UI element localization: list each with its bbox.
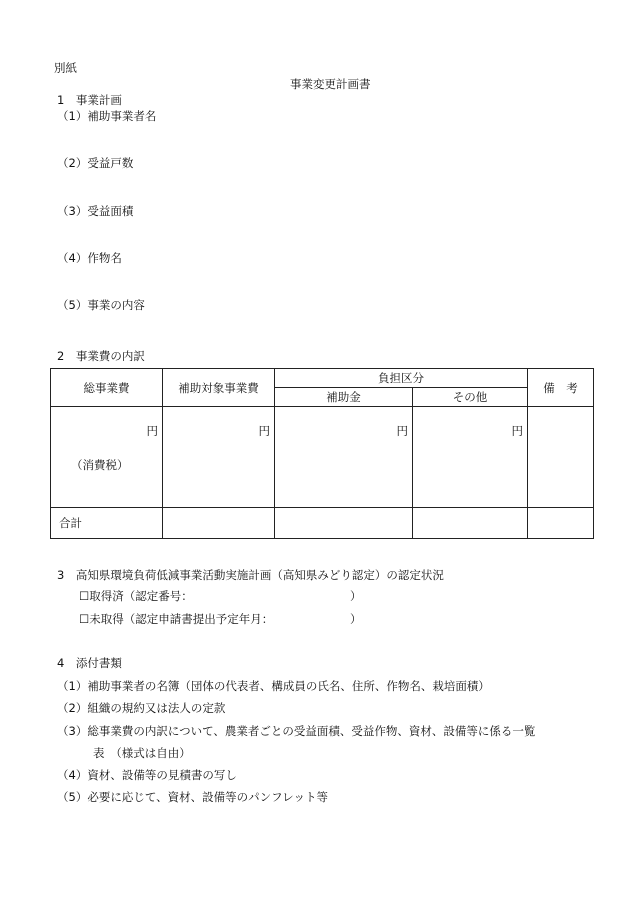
table-row — [51, 407, 594, 508]
total-cell — [163, 508, 275, 539]
yen-unit: 円 — [396, 424, 408, 438]
attachment-item-continuation: 表 （様式は自由） — [93, 746, 191, 760]
header-total-cost: 総事業費 — [51, 369, 163, 407]
section1-item-households: （2）受益戸数 — [57, 156, 134, 170]
yen-unit: 円 — [511, 424, 523, 438]
cell-total-cost — [51, 407, 163, 508]
yen-unit: 円 — [258, 424, 270, 438]
table-header-row — [51, 369, 594, 388]
header-subsidy: 補助金 — [275, 388, 413, 407]
table-total-row — [51, 508, 594, 539]
total-row-label: 合計 — [51, 508, 163, 539]
header-subsidy-target-cost: 補助対象事業費 — [163, 369, 275, 407]
attachment-item: （3）総事業費の内訳について、農業者ごとの受益面積、受益作物、資材、設備等に係る一覧 — [57, 724, 536, 738]
option-not-acquired-close: ） — [350, 612, 362, 626]
attachment-item: （4）資材、設備等の見積書の写し — [57, 768, 237, 782]
section3-heading: 3 高知県環境負荷低減事業活動実施計画（高知県みどり認定）の認定状況 — [57, 568, 444, 582]
option-acquired[interactable]: ☐取得済（認定番号： — [79, 589, 193, 603]
attachment-label: 別紙 — [54, 61, 77, 75]
cell-subsidy — [275, 407, 413, 508]
cell-other — [413, 407, 528, 508]
attachment-item: （2）組織の規約又は法人の定款 — [57, 701, 226, 715]
total-cell — [275, 508, 413, 539]
header-remarks: 備 考 — [528, 369, 594, 407]
section1-item-crop: （4）作物名 — [57, 251, 122, 265]
section1-item-content: （5）事業の内容 — [57, 298, 145, 312]
cell-remarks — [528, 407, 594, 508]
header-other: その他 — [413, 388, 528, 407]
attachment-item: （5）必要に応じて、資材、設備等のパンフレット等 — [57, 790, 329, 804]
section1-heading: 1 事業計画 — [57, 93, 122, 107]
cost-breakdown-table — [50, 368, 594, 539]
total-cell — [413, 508, 528, 539]
section4-heading: 4 添付書類 — [57, 656, 122, 670]
total-cell — [528, 508, 594, 539]
section1-item-recipient: （1）補助事業者名 — [57, 109, 157, 123]
section2-heading: 2 事業費の内訳 — [57, 349, 145, 363]
header-burden-category: 負担区分 — [275, 369, 528, 388]
attachment-item: （1）補助事業者の名簿（団体の代表者、構成員の氏名、住所、作物名、栽培面積） — [57, 679, 490, 693]
tax-note: （消費税） — [71, 458, 129, 472]
option-acquired-close: ） — [350, 589, 362, 603]
document-title: 事業変更計画書 — [290, 77, 371, 91]
option-not-acquired[interactable]: ☐未取得（認定申請書提出予定年月： — [79, 612, 274, 626]
section1-item-area: （3）受益面積 — [57, 204, 134, 218]
cell-subsidy-target-cost — [163, 407, 275, 508]
yen-unit: 円 — [146, 424, 158, 438]
